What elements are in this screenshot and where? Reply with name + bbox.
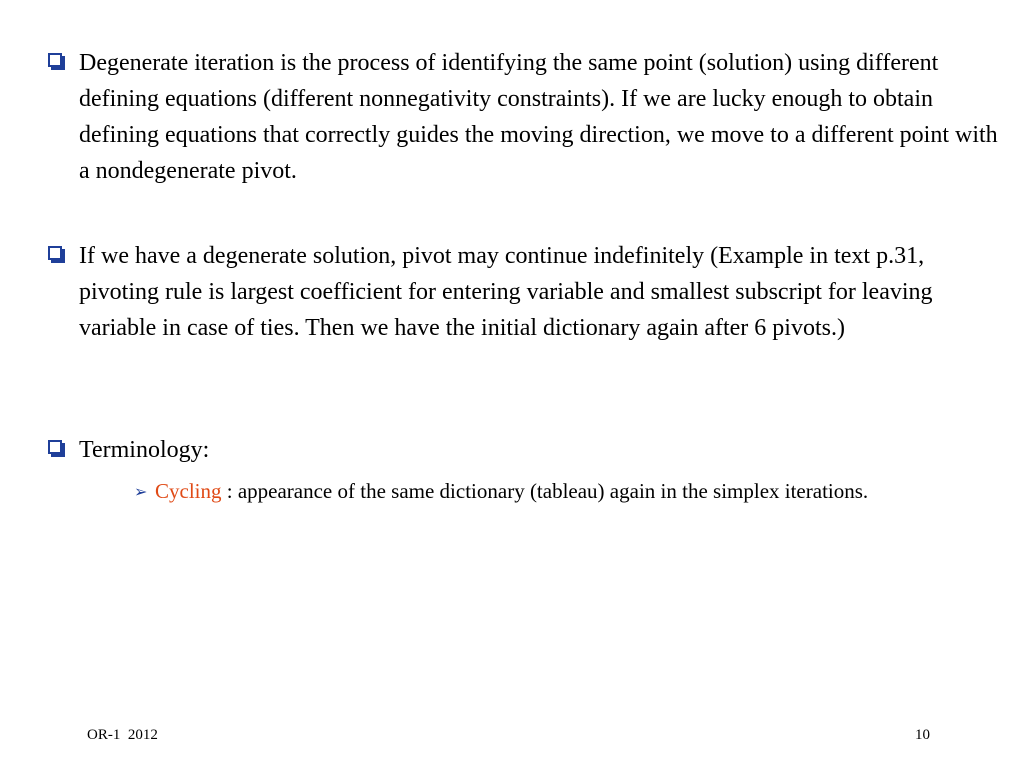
- term-cycling: Cycling: [155, 479, 222, 503]
- bullet-degenerate-solution: [48, 238, 998, 346]
- square-bullet-icon: [48, 53, 62, 67]
- subbullet-text: [155, 476, 934, 507]
- bullet-text: If we have a degenerate solution, pivot may continue indefinitely (Example in text p.31, pivoting rule is largest coefficient for entering variable and smallest subscript for leaving variable in case of ties. Then we have the initial dictionary again after 6 pivots.): [79, 243, 933, 341]
- bullet-degenerate-iteration: [48, 45, 998, 189]
- square-bullet-icon: [48, 246, 62, 260]
- page-number: 10: [915, 727, 930, 743]
- subbullet-cycling: [134, 476, 934, 507]
- bullet-terminology: [48, 432, 998, 468]
- arrowhead-bullet-icon: ➢: [134, 482, 148, 501]
- bullet-text: Terminology:: [79, 437, 210, 463]
- bullet-text: Degenerate iteration is the process of identifying the same point (solution) using different defining equations (different nonnegativity constraints). If we are lucky enough to obtain defining equations that correctly guides the moving direction, we move to a different point with a nondegenerate pivot.: [79, 50, 998, 184]
- footer-course-label: OR-1 2012: [87, 727, 158, 743]
- term-definition: : appearance of the same dictionary (tableau) again in the simplex iterations.: [221, 479, 869, 503]
- square-bullet-icon: [48, 440, 62, 454]
